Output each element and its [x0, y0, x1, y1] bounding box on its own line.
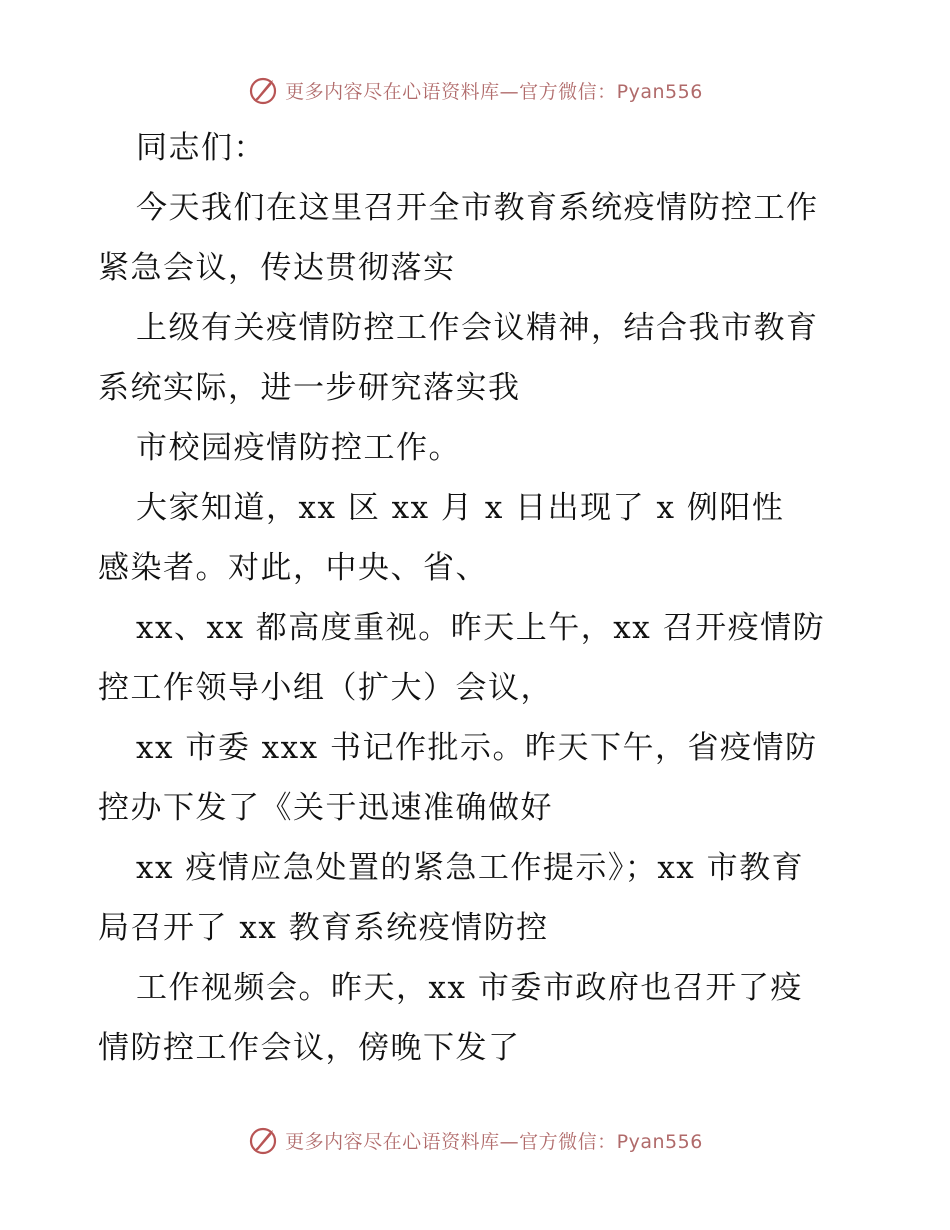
paragraph-line: 控办下发了《关于迅速准确做好 — [98, 790, 553, 826]
quill-pen-logo-icon — [247, 74, 279, 106]
paragraph-line: 市校园疫情防控工作。 — [136, 430, 461, 466]
paragraph-line: 上级有关疫情防控工作会议精神，结合我市教育 — [136, 310, 819, 346]
document-body — [98, 118, 858, 1078]
paragraph-line: 情防控工作会议，傍晚下发了 — [98, 1030, 521, 1066]
banner-text: 更多内容尽在心语资料库—官方微信：Pyan556 — [285, 1130, 703, 1153]
paragraph-line: xx、xx 都高度重视。昨天上午，xx 召开疫情防 — [136, 610, 826, 646]
banner-text: 更多内容尽在心语资料库—官方微信：Pyan556 — [285, 80, 703, 103]
paragraph-line: 大家知道，xx 区 xx 月 x 日出现了 x 例阳性 — [136, 490, 785, 526]
paragraph-line: 工作视频会。昨天，xx 市委市政府也召开了疫 — [136, 970, 803, 1006]
paragraph-line: 控工作领导小组（扩大）会议， — [98, 670, 553, 706]
paragraph-line: 系统实际，进一步研究落实我 — [98, 370, 521, 406]
paragraph-line: 今天我们在这里召开全市教育系统疫情防控工作 — [136, 190, 819, 226]
quill-pen-logo-icon — [247, 1124, 279, 1156]
paragraph-line: xx 疫情应急处置的紧急工作提示》；xx 市教育 — [136, 850, 805, 886]
footer-banner — [0, 1120, 950, 1160]
paragraph-line: 紧急会议，传达贯彻落实 — [98, 250, 456, 286]
paragraph-line: xx 市委 xxx 书记作批示。昨天下午，省疫情防 — [136, 730, 818, 766]
greeting-line: 同志们： — [136, 130, 266, 166]
header-banner — [0, 70, 950, 110]
paragraph-line: 感染者。对此，中央、省、 — [98, 550, 488, 586]
paragraph-line: 局召开了 xx 教育系统疫情防控 — [98, 910, 549, 946]
